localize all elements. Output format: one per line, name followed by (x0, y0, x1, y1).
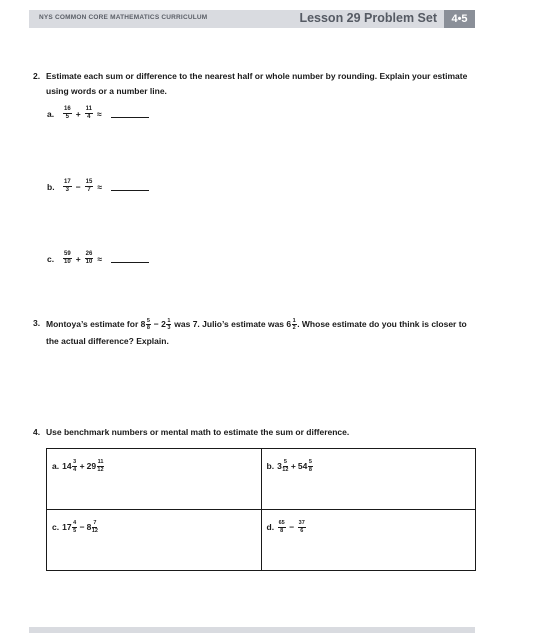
denominator: 5 (65, 114, 70, 120)
problem-4a (47, 449, 261, 473)
question-text: Use benchmark numbers or mental math to estimate the sum or difference. (46, 427, 350, 437)
problem-label: c. (52, 522, 60, 532)
numerator: 5 (283, 459, 287, 465)
fraction (72, 459, 77, 473)
text-segment: was 7. Julio’s estimate was 6 (171, 319, 292, 329)
answer-blank[interactable] (111, 109, 149, 118)
fraction (85, 251, 94, 266)
whole-number: 54 (297, 461, 308, 471)
fraction (92, 520, 98, 534)
fraction (85, 106, 93, 121)
whole-number: 29 (86, 461, 97, 471)
numerator: 4 (73, 520, 77, 526)
answer-blank[interactable] (111, 254, 149, 263)
numerator: 11 (85, 106, 92, 112)
problem-label: a. (52, 461, 60, 471)
fraction (298, 520, 306, 534)
denominator: 8 (308, 466, 312, 473)
whole-number: 3 (277, 461, 282, 471)
fraction (63, 251, 72, 266)
denominator: 8 (280, 527, 284, 534)
problem-label: d. (266, 522, 275, 532)
operator: + (290, 461, 296, 471)
numerator: 1 (292, 317, 296, 324)
numerator: 15 (85, 179, 93, 185)
fraction (166, 318, 171, 332)
text-segment: Montoya’s estimate for 8 (46, 319, 146, 329)
fraction (278, 520, 286, 534)
denominator: 6 (300, 527, 304, 534)
problem-2a (47, 106, 149, 121)
fraction (85, 179, 94, 194)
fraction (72, 520, 77, 534)
denominator: 7 (87, 187, 91, 193)
problem-2b (47, 179, 149, 194)
denominator: 12 (97, 466, 104, 473)
operator: + (75, 253, 81, 264)
denominator: 10 (85, 259, 93, 265)
operator: + (75, 108, 81, 119)
denominator: 5 (73, 527, 77, 534)
table-cell[interactable] (261, 449, 476, 510)
numerator: 59 (64, 251, 71, 257)
problem-label: c. (47, 253, 55, 264)
operator: − (79, 522, 85, 532)
numerator: 37 (298, 520, 305, 526)
denominator: 12 (91, 527, 98, 534)
problem-4d (262, 510, 476, 534)
numerator: 5 (146, 317, 150, 324)
numerator: 16 (64, 106, 71, 112)
denominator: 3 (65, 187, 70, 193)
numerator: 65 (278, 520, 285, 526)
grade-module-badge: 4•5 (444, 10, 475, 28)
fraction (97, 459, 105, 473)
approx-symbol: ≈ (97, 108, 102, 119)
footer-bar (29, 627, 475, 633)
problem-label: b. (47, 181, 55, 192)
numerator: 1 (167, 317, 171, 324)
table-cell[interactable] (261, 510, 476, 571)
denominator: 10 (64, 259, 71, 265)
numerator: 17 (64, 179, 71, 185)
fraction (63, 106, 72, 121)
denominator: 3 (167, 325, 171, 332)
numerator: 11 (97, 459, 104, 465)
approx-symbol: ≈ (97, 253, 103, 264)
text-segment: . Whose estimate do you think is closer to the actual difference? Explain. (46, 319, 467, 346)
numerator: 5 (308, 459, 312, 465)
problem-label: a. (47, 108, 55, 119)
denominator: 4 (73, 466, 77, 473)
question-number: 4. (33, 427, 41, 437)
fraction (282, 459, 288, 473)
problem-label: b. (266, 461, 275, 471)
question-text (46, 316, 476, 350)
whole-number: 17 (62, 522, 72, 532)
question-text: Estimate each sum or difference to the nearest half or whole number by rounding. Explain your estimate using words or a number line. (46, 71, 468, 96)
fraction (63, 179, 72, 194)
table-cell[interactable] (47, 510, 262, 571)
question-number: 2. (33, 71, 41, 81)
table-cell[interactable] (47, 449, 262, 510)
text-segment: − 2 (151, 319, 166, 329)
question-number: 3. (33, 318, 41, 328)
denominator: 4 (87, 114, 91, 120)
problem-4b (262, 449, 476, 473)
whole-number: 14 (62, 461, 72, 471)
operator: + (79, 461, 85, 471)
problem-4c (47, 510, 261, 534)
estimate-table (46, 448, 476, 571)
fraction (308, 459, 313, 473)
approx-symbol: ≈ (97, 181, 103, 192)
denominator: 8 (146, 325, 150, 332)
fraction (292, 318, 297, 332)
numerator: 26 (85, 251, 93, 257)
problem-2c (47, 251, 149, 266)
operator: − (289, 522, 295, 532)
answer-blank[interactable] (111, 182, 149, 191)
operator: − (75, 181, 81, 192)
lesson-title: Lesson 29 Problem Set (299, 11, 437, 25)
page-header (29, 10, 475, 28)
numerator: 3 (73, 459, 77, 465)
whole-number: 8 (86, 522, 92, 532)
denominator: 12 (282, 466, 289, 473)
denominator: 2 (292, 325, 296, 332)
numerator: 7 (93, 520, 97, 526)
curriculum-title: NYS COMMON CORE MATHEMATICS CURRICULUM (39, 14, 208, 21)
